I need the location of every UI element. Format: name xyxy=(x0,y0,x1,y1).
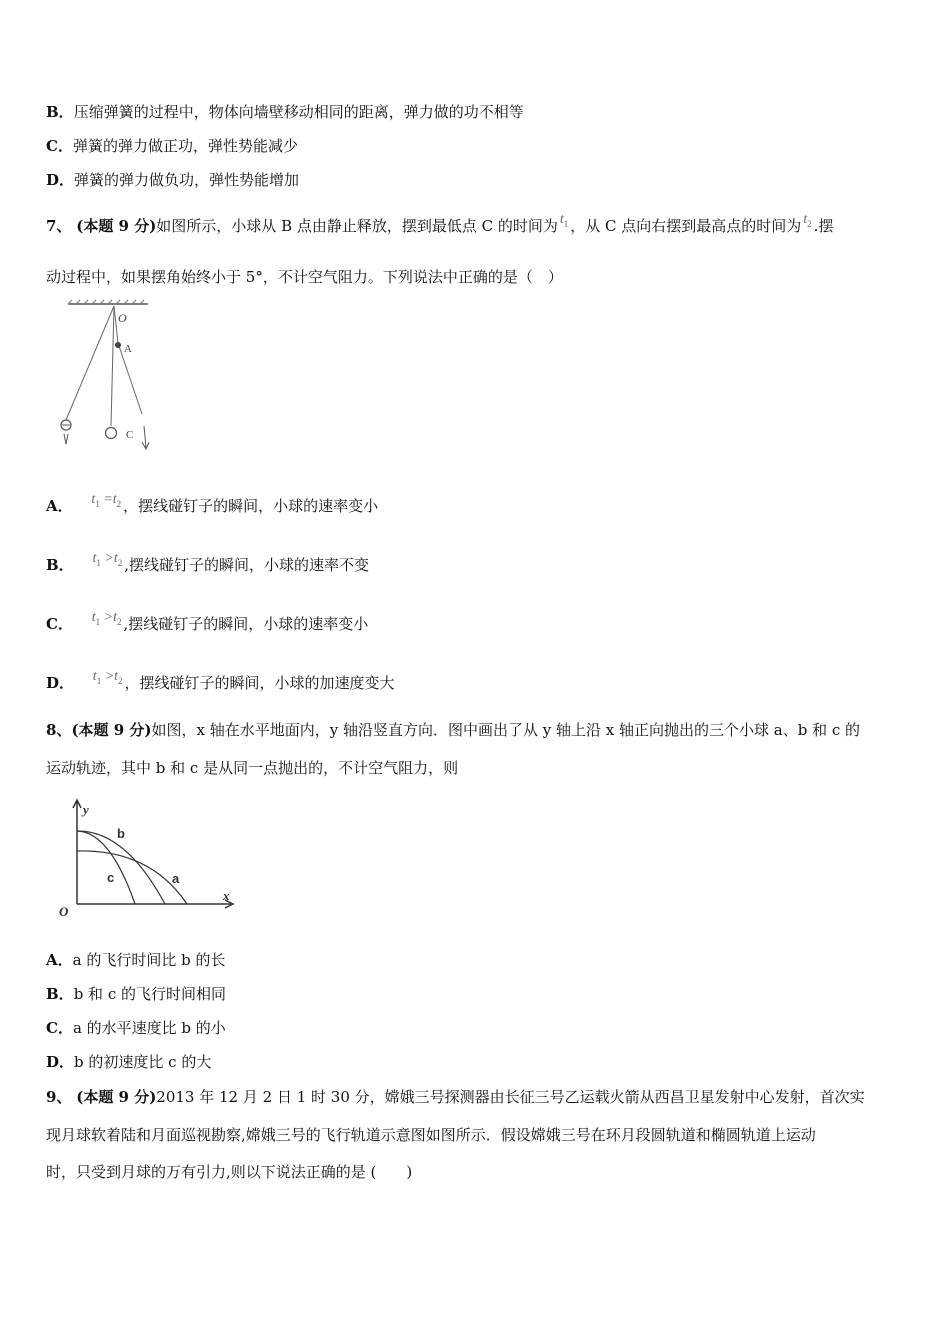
pendulum-label-a: A xyxy=(124,343,132,355)
q8-option-a-label: A． xyxy=(46,951,73,969)
q6-option-d xyxy=(46,170,299,190)
q8-option-a xyxy=(46,950,226,970)
q7-option-b-text: ,摆线碰钉子的瞬间，小球的速率不变 xyxy=(124,556,369,574)
q7-option-a-text: ，摆线碰钉子的瞬间，小球的速率变小 xyxy=(123,497,379,515)
q7-t1: $t_1$ xyxy=(559,212,569,229)
q9-points: (本题 9 分) xyxy=(76,1088,157,1106)
q9-text-b: 现月球软着陆和月面巡视勘察,嫦娥三号的飞行轨道示意图如图所示．假设嫦娥三号在环月段圆轨道和椭圆轨道上运动 xyxy=(46,1126,816,1144)
q8-number: 8、 xyxy=(46,721,72,739)
q7-points: (本题 9 分) xyxy=(76,217,157,235)
q6-option-c xyxy=(46,136,298,156)
q7-stem-line1 xyxy=(46,212,834,242)
q7-text-c: .摆 xyxy=(813,217,834,235)
q7-stem-line2 xyxy=(46,267,563,287)
nail-a xyxy=(115,342,121,348)
q7-option-d xyxy=(46,669,395,699)
axis-label-y: y xyxy=(83,802,89,817)
q8-option-b-text: b 和 c 的飞行时间相同 xyxy=(73,985,226,1003)
q8-option-a-text: a 的飞行时间比 b 的长 xyxy=(72,951,226,969)
q7-option-b-formula: $t_1 >t_2$ xyxy=(92,551,123,568)
q8-option-c-label: C． xyxy=(46,1019,73,1037)
q6-option-c-label: C． xyxy=(46,137,73,155)
pendulum-label-o: O xyxy=(118,311,127,325)
q7-option-a xyxy=(46,492,379,522)
q8-option-b-label: B． xyxy=(46,985,74,1003)
q7-t2: $t_2$ xyxy=(803,212,812,229)
q8-option-d-label: D． xyxy=(46,1053,75,1071)
q9-stem-line2 xyxy=(46,1125,816,1145)
q7-text-b: ，从 C 点向右摆到最高点的时间为 xyxy=(570,217,802,235)
q6-option-b xyxy=(46,102,524,122)
q8-stem-line2 xyxy=(46,758,458,778)
q7-option-b-label: B． xyxy=(46,556,74,574)
q7-option-a-label: A． xyxy=(46,497,73,515)
q7-option-c-text: ,摆线碰钉子的瞬间，小球的速率变小 xyxy=(123,615,369,633)
q7-option-d-label: D． xyxy=(46,674,75,692)
q7-option-c-formula: $t_1 >t_2$ xyxy=(91,610,122,627)
label-b: b xyxy=(117,826,125,841)
q6-option-b-text: 压缩弹簧的过程中，物体向墙壁移动相同的距离，弹力做的功不相等 xyxy=(73,103,524,121)
q7-option-d-text: ，摆线碰钉子的瞬间，小球的加速度变大 xyxy=(124,674,395,692)
q9-stem-line1 xyxy=(46,1087,865,1107)
q8-stem-line1 xyxy=(46,720,860,740)
pendulum-label-c: C xyxy=(126,429,134,441)
q9-text-a: 2013 年 12 月 2 日 1 时 30 分，嫦娥三号探测器由长征三号乙运载火箭从西昌卫星发射中心发射，首次实 xyxy=(156,1088,865,1106)
q8-text-a: 如图，x 轴在水平地面内，y 轴沿竖直方向．图中画出了从 y 轴上沿 x 轴正向抛出的三个小球 a、b 和 c 的 xyxy=(151,721,861,739)
q7-option-c xyxy=(46,610,369,640)
q8-option-d xyxy=(46,1052,211,1072)
q7-option-a-formula: $t_1 =t_2$ xyxy=(91,492,122,509)
q8-option-b xyxy=(46,984,226,1004)
q7-text-d: 动过程中，如果摆角始终小于 5°，不计空气阻力。下列说法中正确的是（ ） xyxy=(46,268,563,286)
q9-text-c: 时，只受到月球的万有引力,则以下说法正确的是 ( ) xyxy=(46,1163,413,1181)
q8-option-c xyxy=(46,1018,226,1038)
q6-option-d-label: D． xyxy=(46,171,75,189)
q7-option-d-formula: $t_1 >t_2$ xyxy=(92,669,123,686)
trajectory-figure xyxy=(55,796,240,924)
trajectory-c xyxy=(77,831,135,904)
origin-label: O xyxy=(59,904,69,919)
trajectory-b xyxy=(77,831,165,904)
q9-number: 9、 xyxy=(46,1088,72,1106)
q8-option-d-text: b 的初速度比 c 的大 xyxy=(74,1053,212,1071)
q7-option-c-label: C． xyxy=(46,615,73,633)
q9-stem-line3 xyxy=(46,1162,412,1182)
q8-text-b: 运动轨迹，其中 b 和 c 是从同一点抛出的，不计空气阻力，则 xyxy=(46,759,459,777)
q6-option-d-text: 弹簧的弹力做负功，弹性势能增加 xyxy=(74,171,300,189)
label-a: a xyxy=(172,871,180,886)
q7-number: 7、 xyxy=(46,217,72,235)
q8-option-c-text: a 的水平速度比 b 的小 xyxy=(72,1019,226,1037)
q6-option-b-label: B． xyxy=(46,103,74,121)
q7-text-a: 如图所示，小球从 B 点由静止释放，摆到最低点 C 的时间为 xyxy=(156,217,558,235)
q6-option-c-text: 弹簧的弹力做正功，弹性势能减少 xyxy=(72,137,298,155)
pendulum-figure xyxy=(58,298,168,458)
label-c: c xyxy=(107,870,115,885)
axis-label-x: x xyxy=(223,888,230,903)
q8-points: (本题 9 分) xyxy=(71,721,152,739)
ball-c xyxy=(106,428,117,439)
q7-option-b xyxy=(46,551,369,581)
